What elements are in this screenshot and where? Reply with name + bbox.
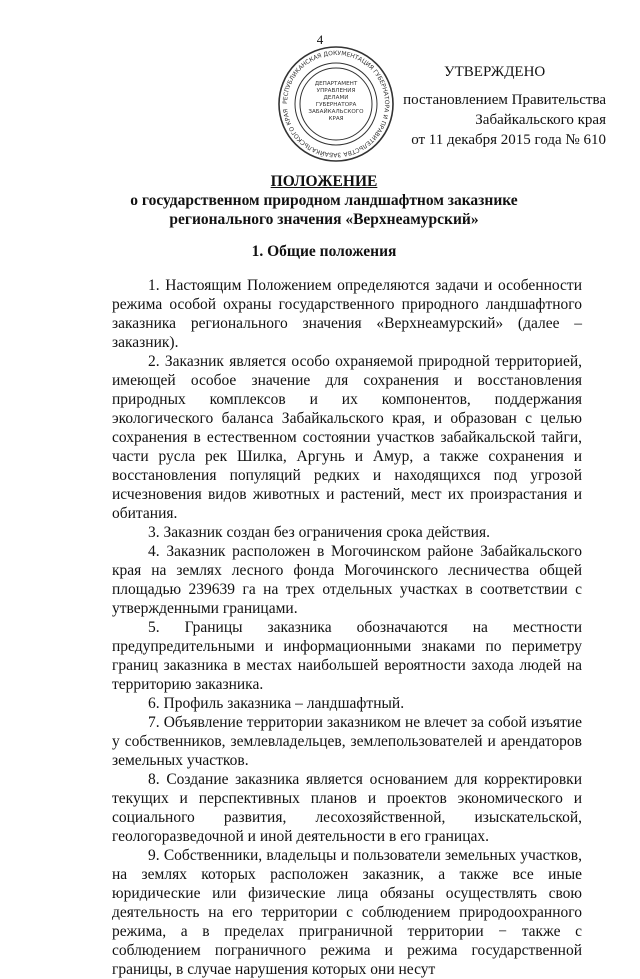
paragraph: 1. Настоящим Положением определяются задачи и особенности режима особой охраны государственного природного ландшафтного заказника регионального значения «Верхнеамурский» (далее – заказник). (112, 277, 582, 351)
decree-line: Забайкальского края (475, 112, 606, 128)
page-number: 4 (316, 32, 324, 47)
paragraph: 3. Заказник создан без ограничения срока действия. (148, 524, 490, 541)
paragraph: 6. Профиль заказника – ландшафтный. (148, 695, 405, 712)
stamp-inner-line: ГУБЕРНАТОРА (315, 102, 357, 108)
paragraph: 9. Собственники, владельцы и пользователи земельных участков, на землях которых расположен заказник, а также все иные юридические или физические лица обязаны осуществлять свою деятельность на его территории с соблюдением природоохранного режима, а в пределах приграничной территории − также с соблюдением пограничного режима и режима государственной границы, в случае нарушения которых они несут (112, 847, 582, 978)
stamp-inner-line: УПРАВЛЕНИЯ (316, 88, 356, 94)
paragraph: 4. Заказник расположен в Могочинском районе Забайкальского края на землях лесного фонда Могочинского лесничества общей площадью 239639 га на трех отдельных участках в соответствии с утвержденными границами. (112, 543, 582, 617)
stamp-inner-line: ЗАБАЙКАЛЬСКОГО (308, 109, 364, 115)
approval-label: УТВЕРЖДЕНО (444, 64, 546, 80)
body-text (112, 276, 582, 979)
decree-reference (388, 90, 606, 150)
title-line: регионального значения «Верхнеамурский» (169, 211, 479, 228)
paragraph: 2. Заказник является особо охраняемой природной территорией, имеющей особое значение для сохранения и восстановления природных комплексов и их компонентов, поддержания экологического баланса Забайкальского края, и образован с целью сохранения в естественном состоянии участков забайкальской тайги, части русла рек Шилка, Аргунь и Амур, а также сохранения и восстановления популяций редких и находящихся под угрозой исчезновения видов животных и растений, мест их произрастания и обитания. (112, 353, 582, 522)
decree-line: постановлением Правительства (403, 92, 606, 108)
stamp-inner-line: ДЕПАРТАМЕНТ (314, 81, 358, 87)
title-line: о государственном природном ландшафтном заказнике (130, 192, 518, 209)
stamp-inner-line: ДЕЛАМИ (323, 95, 349, 101)
paragraph: 5. Границы заказника обозначаются на местности предупредительными и информационными знаками по периметру границ заказника в местах наибольшей вероятности захода людей на территорию заказника. (112, 619, 582, 693)
paragraph: 8. Создание заказника является основанием для корректировки текущих и перспективных планов и проектов экономического и социального развития, лесохозяйственной, изыскательской, геологоразведочной и иной деятельности в его границах. (112, 771, 582, 845)
document-title (84, 172, 564, 229)
official-stamp (276, 44, 396, 164)
stamp-inner-line: КРАЯ (328, 116, 344, 122)
section-heading: 1. Общие положения (251, 243, 397, 260)
paragraph: 7. Объявление территории заказником не влечет за собой изъятие у собственников, землевладельцев, землепользователей и арендаторов земельных участков. (112, 714, 582, 769)
decree-line: от 11 декабря 2015 года № 610 (411, 132, 606, 148)
stamp-outer-text: РЕСПУБЛИКАНСКАЯ ДОКУМЕНТАЦИЯ ГУБЕРНАТОРА И ПРАВИТЕЛЬСТВА ЗАБАЙКАЛЬСКОГО КРАЯ (281, 49, 391, 159)
title-line: ПОЛОЖЕНИЕ (270, 173, 378, 190)
